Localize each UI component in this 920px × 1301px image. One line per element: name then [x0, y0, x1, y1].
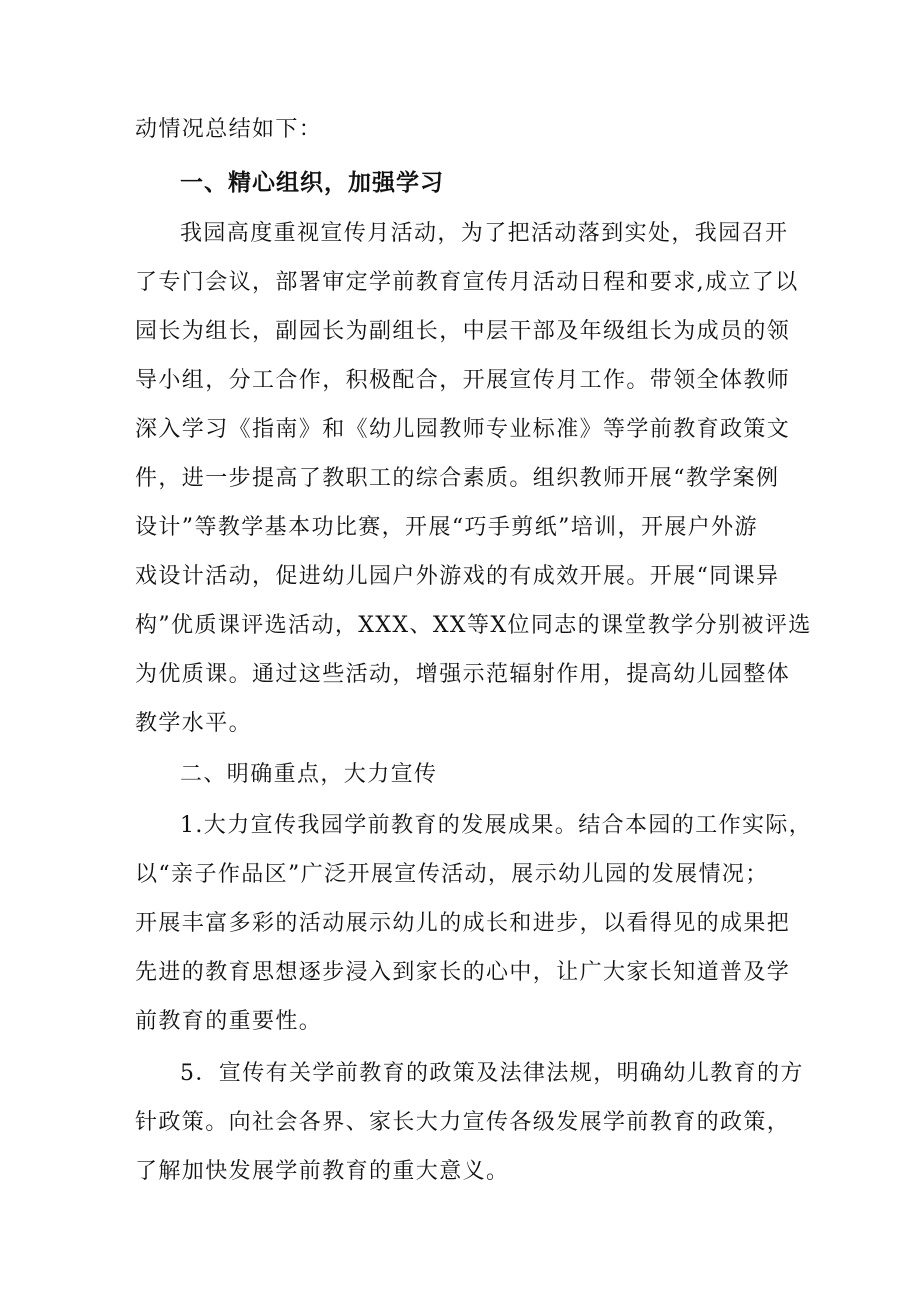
section1-heading: 一、精心组织，加强学习 [180, 170, 444, 196]
section1-line-4: 导小组，分工合作，积极配合，开展宣传月工作。带领全体教师 [135, 368, 791, 393]
section1-line-3: 园长为组长，副园长为副组长，中层干部及年级组长为成员的领 [135, 319, 791, 344]
section1-line-7: 设计”等教学基本功比赛，开展“巧手剪纸”培训，开展户外游 [135, 515, 758, 540]
item5-line-1: 5．宣传有关学前教育的政策及法律法规，明确幼儿教育的方 [180, 1061, 804, 1086]
section1-line-8: 戏设计活动，促进幼儿园户外游戏的有成效开展。开展“同课异 [135, 564, 780, 589]
item5-line-2: 针政策。向社会各界、家长大力宣传各级发展学前教育的政策， [135, 1110, 791, 1135]
item1-line-1: 1.大力宣传我园学前教育的发展成果。结合本园的工作实际， [180, 813, 813, 838]
section1-line-1: 我园高度重视宣传月活动，为了把活动落到实处，我园召开 [180, 221, 789, 246]
item1-line-5: 前教育的重要性。 [135, 1009, 323, 1034]
item5-line-3: 了解加快发展学前教育的重大意义。 [135, 1159, 510, 1184]
item1-line-2: 以“亲子作品区”广泛开展宣传活动，展示幼儿园的发展情况； [135, 862, 769, 887]
section1-line-9: 构”优质课评选活动，XXX、XX等X位同志的课堂教学分别被评选 [135, 613, 812, 638]
section1-line-11: 教学水平。 [135, 711, 253, 736]
item1-line-4: 先进的教育思想逐步浸入到家长的心中，让广大家长知道普及学 [135, 960, 791, 985]
item1-line-3: 开展丰富多彩的活动展示幼儿的成长和进步，以看得见的成果把 [135, 911, 791, 936]
section1-line-5: 深入学习《指南》和《幼儿园教师专业标准》等学前教育政策文 [135, 417, 791, 442]
section1-line-2: 了专门会议，部署审定学前教育宣传月活动日程和要求,成立了以 [135, 270, 799, 295]
section2-heading: 二、明确重点，大力宣传 [180, 762, 438, 787]
continuation-line: 动情况总结如下： [135, 117, 323, 142]
section1-line-10: 为优质课。通过这些活动，增强示范辐射作用，提高幼儿园整体 [135, 662, 791, 687]
section1-line-6: 件，进一步提高了教职工的综合素质。组织教师开展“教学案例 [135, 466, 780, 491]
